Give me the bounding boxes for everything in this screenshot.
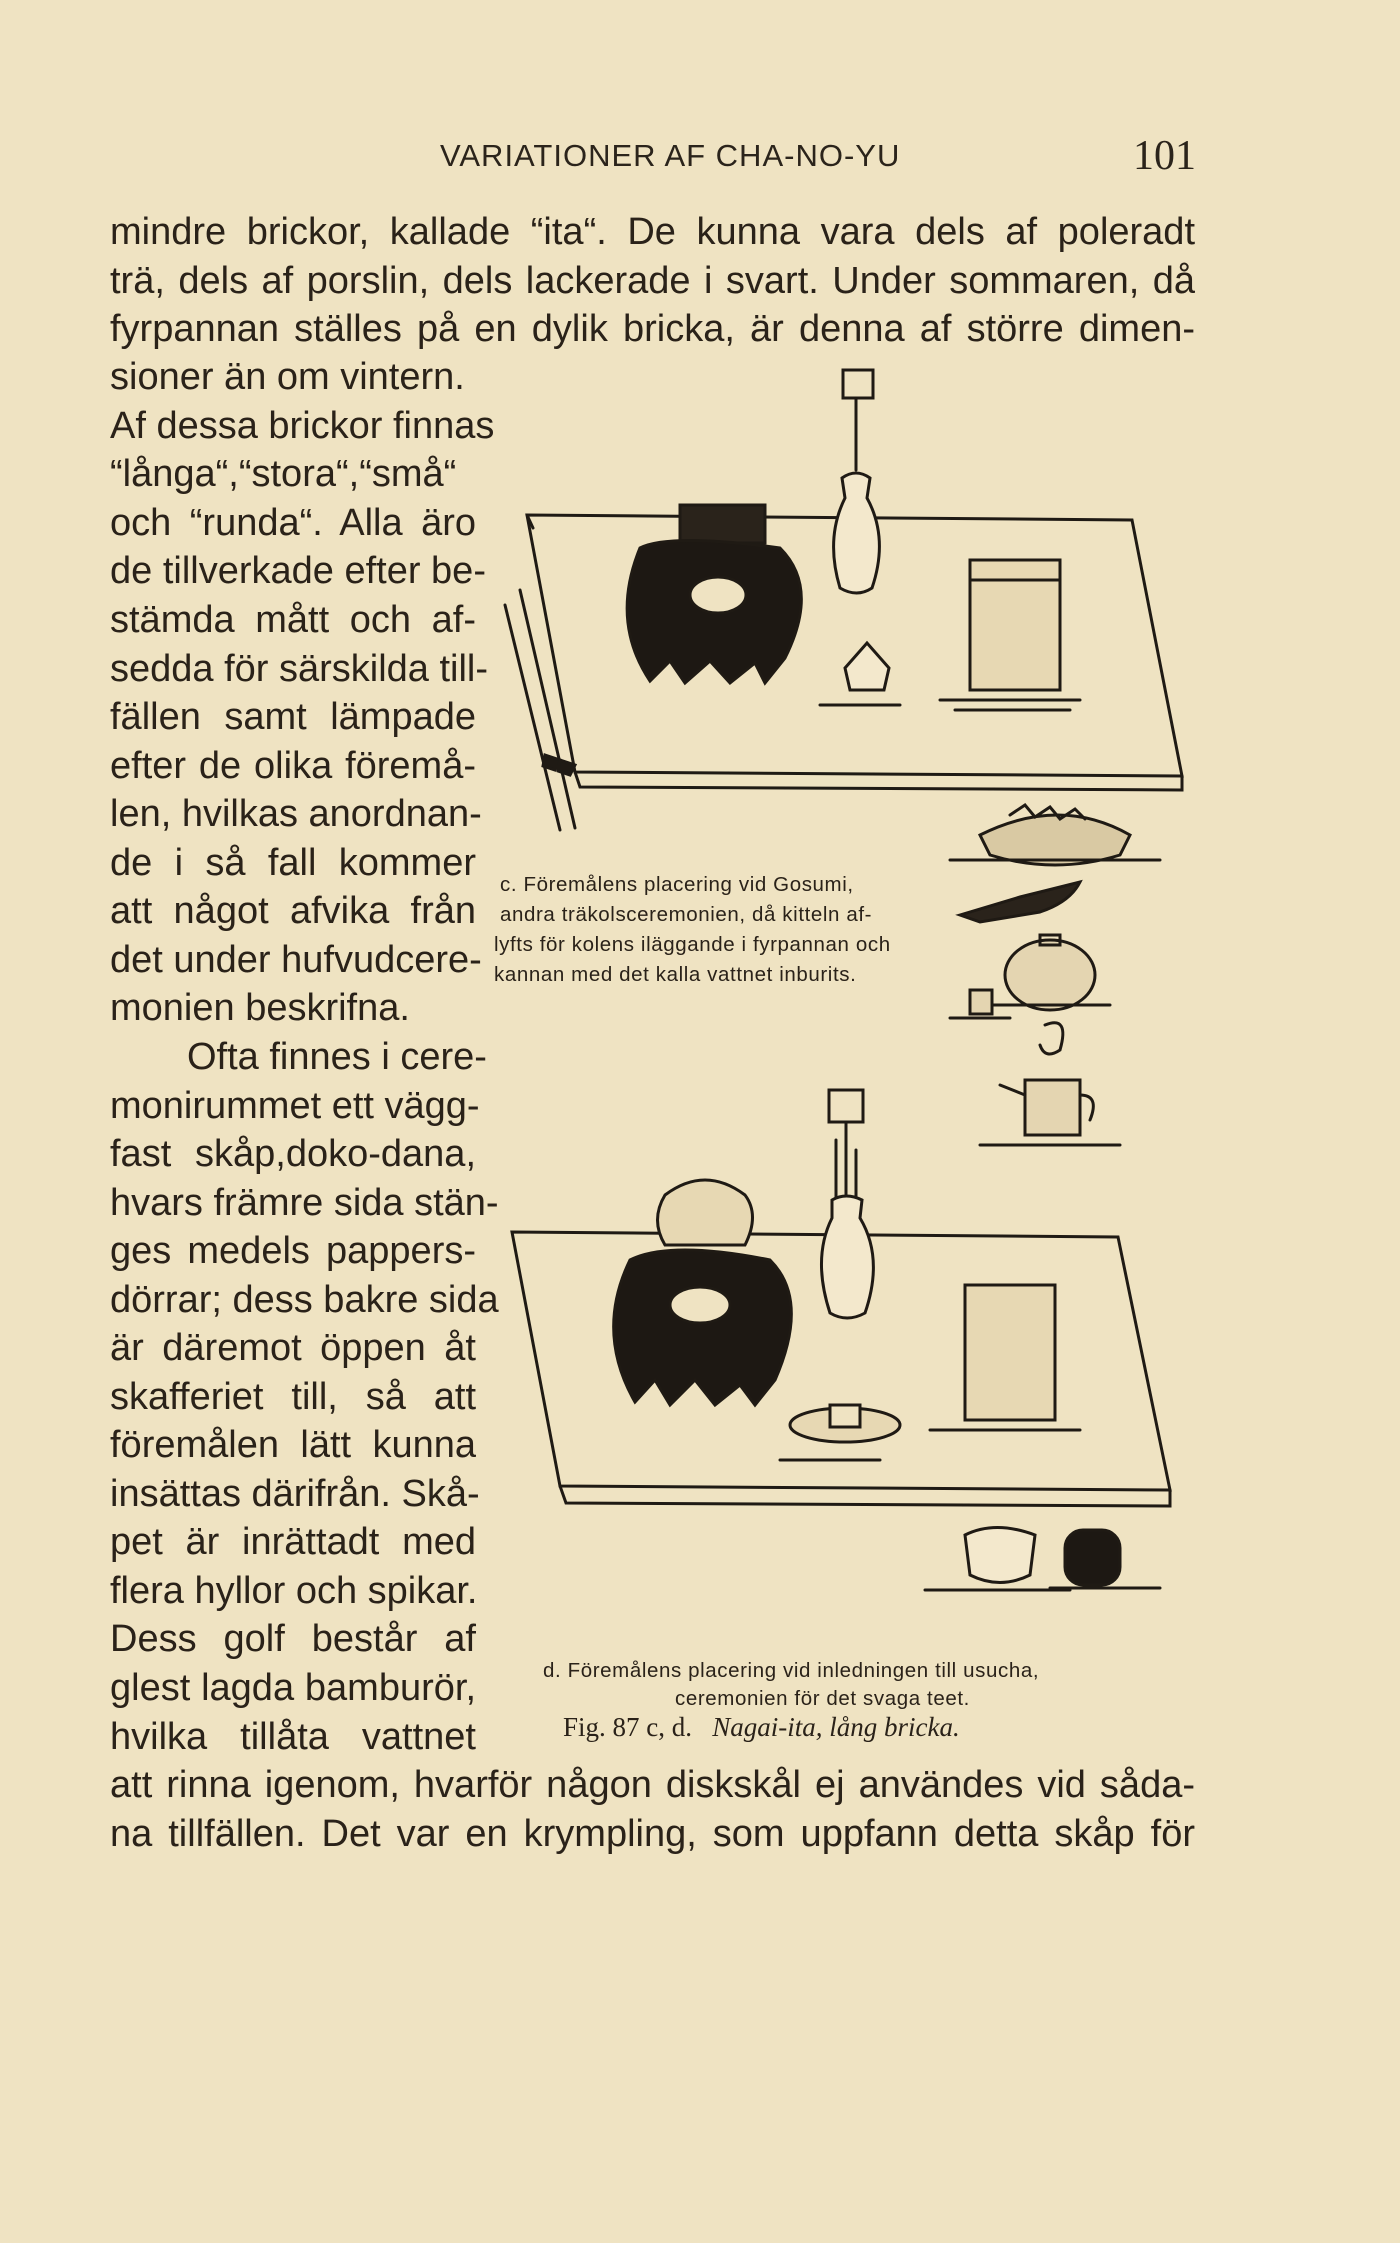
body-line: sedda för särskilda till- [110,648,489,690]
body-line: glest lagda bamburör, [110,1667,476,1709]
incense-box-c [820,643,900,705]
page-number: 101 [1133,133,1196,179]
body-line: len, hvilkas anordnan- [110,793,482,835]
caption-c-line: c. Föremålens placering vid Gosumi, [500,873,854,896]
body-line: att rinna igenom, hvarför någon diskskål ej användes vid såda- [110,1764,1195,1806]
body-line: föremålen lätt kunna [110,1424,476,1466]
body-line: monirummet ett vägg- [110,1085,480,1127]
water-jar-c [940,560,1080,710]
body-line: mindre brickor, kallade “ita“. De kunna vara dels af poleradt [110,211,1195,253]
body-line: flera hyllor och spikar. [110,1570,478,1612]
body-line: hvars främre sida stän- [110,1182,499,1224]
body-line: hvilka tillåta vattnet [110,1716,476,1758]
body-line: pet är inrättadt med [110,1521,476,1563]
body-line: Af dessa brickor finnas [110,405,495,447]
body-line: na tillfällen. Det var en krympling, som uppfann detta skåp för [110,1813,1195,1855]
charcoal-basket [950,805,1160,865]
body-line: “långa“,“stora“,“små“ [110,453,457,495]
caption-c-line: kannan med det kalla vattnet inburits. [494,963,857,986]
body-line: monien beskrifna. [110,987,410,1029]
caption-c-line: andra träkolsceremonien, då kitteln af- [500,903,873,926]
body-line: det under hufvudcere- [110,939,482,981]
brazier-d [614,1180,792,1405]
water-jar-d [930,1285,1080,1430]
figure-number: Fig. 87 c, d. [563,1712,693,1742]
body-line: och “runda“. Alla äro [110,502,476,544]
body-line: de i så fall kommer [110,842,476,884]
caption-d-line: d. Föremålens placering vid inledningen till usucha, [543,1659,1040,1682]
water-kettle-c [980,1080,1120,1145]
caption-d-line: ceremonien för det svaga teet. [675,1687,970,1710]
caption-c-line: lyfts för kolens iläggande i fyrpannan och [494,933,891,956]
lidded-bowl-d [780,1405,900,1460]
body-line: dörrar; dess bakre sida [110,1279,499,1321]
brazier-c [627,505,801,683]
figure-label [563,1712,960,1743]
feather-brush [960,882,1080,922]
tea-caddy-d [1050,1530,1160,1588]
figure-title: Nagai-ita, lång bricka. [712,1712,960,1742]
body-line: efter de olika föremå- [110,745,476,787]
tea-bowl-d [925,1528,1070,1591]
body-line: Ofta finnes i cere- [187,1036,487,1078]
body-line: sioner än om vintern. [110,356,465,398]
body-line: trä, dels af porslin, dels lackerade i svart. Under sommaren, då [110,260,1195,302]
vase-c [834,370,880,593]
body-line: insättas därifrån. Skå- [110,1473,480,1515]
body-line: fällen samt lämpade [110,696,476,738]
body-line: Dess golf består af [110,1618,476,1660]
running-title: VARIATIONER AF CHA-NO-YU [440,138,901,173]
body-line: fyrpannan ställes på en dylik bricka, är denna af större dimen- [110,308,1195,350]
body-line: är däremot öppen åt [110,1327,476,1369]
body-line: fast skåp,doko-dana, [110,1133,476,1175]
body-line: att något afvika från [110,890,476,932]
vase-d [821,1090,873,1318]
hook-icon [1040,1023,1063,1054]
body-line: ges medels pappers- [110,1230,476,1272]
body-line: skafferiet till, så att [110,1376,476,1418]
kettle-c [990,935,1110,1010]
body-line: stämda mått och af- [110,599,476,641]
body-line: de tillverkade efter be- [110,550,486,592]
